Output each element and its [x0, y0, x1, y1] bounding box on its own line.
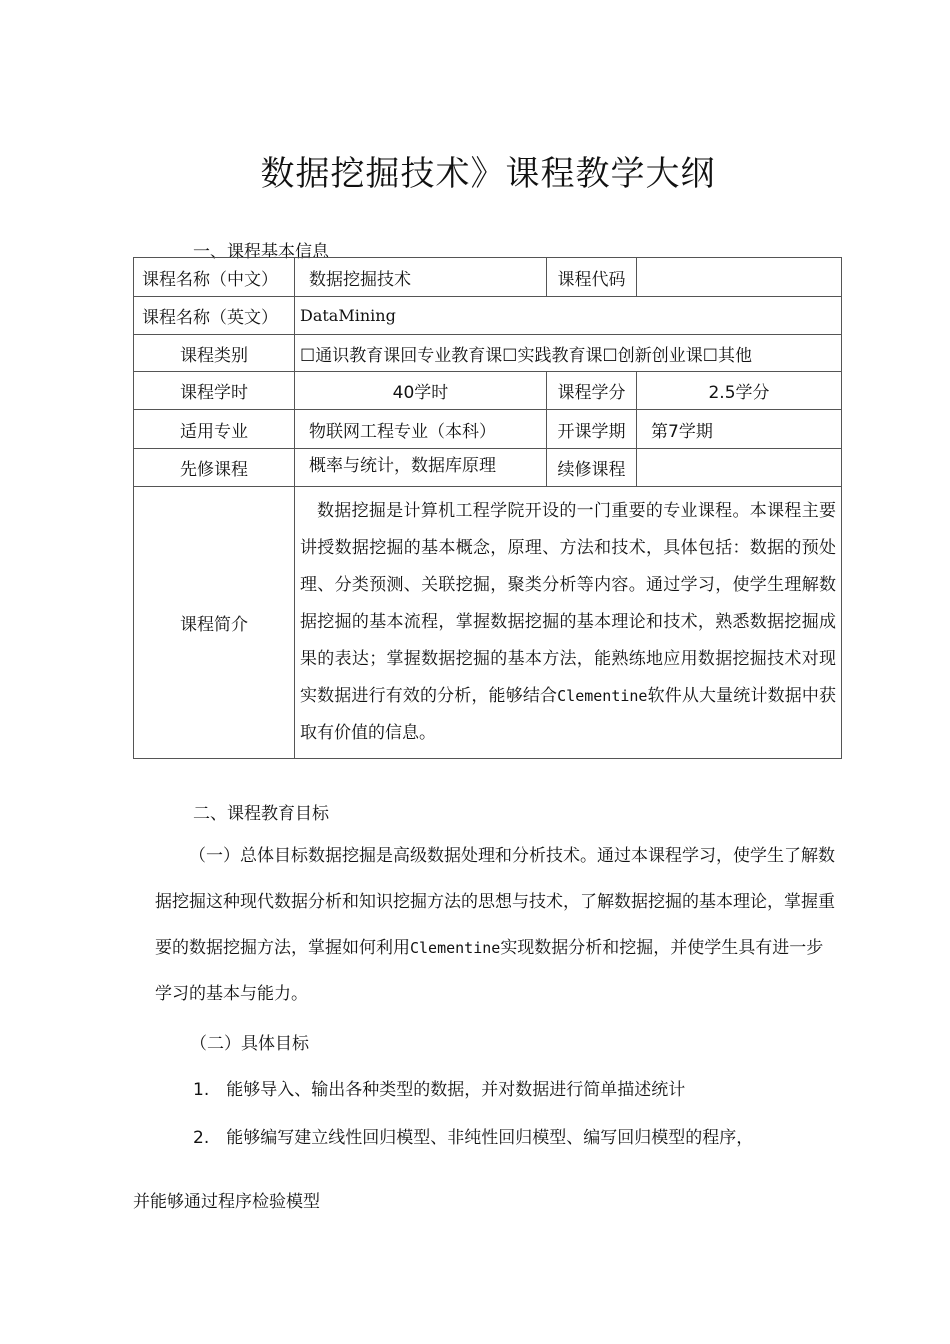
value-course-name-cn: 数据挖掘技术 — [295, 258, 547, 297]
overall-objective-software: Clementine — [410, 939, 501, 957]
table-row — [134, 372, 842, 410]
table-row — [134, 410, 842, 449]
value-course-name-en: DataMining — [295, 297, 842, 335]
label-course-code: 课程代码 — [547, 258, 637, 297]
intro-text-b: 软件从大量统计数据中获取有价值的信息。 — [300, 686, 837, 743]
overall-objective-text-a: （一）总体目标数据挖掘是高级数据处理和分析技术。通过本课程学习，使学生了解数据挖掘这种现代数据分析和知识挖掘方法的思想与技术，了解数据挖掘的基本理论，掌握重要的数据挖掘方法，掌握如何利用 — [155, 846, 835, 958]
overall-objective-paragraph — [155, 833, 835, 1017]
value-prerequisites: 概率与统计，数据库原理 — [295, 449, 547, 487]
label-course-credits: 课程学分 — [547, 372, 637, 410]
course-intro-text — [300, 487, 836, 758]
value-course-code — [637, 258, 842, 297]
objective-item-2: 2. 能够编写建立线性回归模型、非纯性回归模型、编写回归模型的程序， — [193, 1128, 754, 1148]
value-semester: 第7学期 — [637, 410, 842, 449]
table-row — [134, 297, 842, 335]
course-info-table — [133, 257, 842, 759]
objective-item-1: 1. 能够导入、输出各种类型的数据，并对数据进行简单描述统计 — [193, 1080, 686, 1100]
section-heading-objectives: 二、课程教育目标 — [193, 804, 329, 824]
section-heading-basic-info: 一、课程基本信息 — [193, 242, 329, 262]
intro-text-a: 数据挖掘是计算机工程学院开设的一门重要的专业课程。本课程主要讲授数据挖掘的基本概念，原理、方法和技术，具体包括：数据的预处理、分类预测、关联挖掘，聚类分析等内容。通过学习，使学生理解数据挖掘的基本流程，掌握数据挖掘的基本理论和技术，熟悉数据挖掘成果的表达；掌握数据挖掘的基本方法，能熟练地应用数据挖掘技术对现实数据进行有效的分析，能够结合 — [300, 501, 836, 706]
label-follow-up: 续修课程 — [547, 449, 637, 487]
label-course-hours: 课程学时 — [134, 372, 295, 410]
specific-objectives-heading: （二）具体目标 — [190, 1034, 309, 1054]
intro-software-name: Clementine — [557, 687, 648, 705]
table-row — [134, 449, 842, 487]
table-row — [134, 258, 842, 297]
label-course-name-en: 课程名称（英文） — [134, 297, 295, 335]
label-semester: 开课学期 — [547, 410, 637, 449]
page-title: 数据挖掘技术》课程教学大纲 — [260, 154, 716, 194]
value-course-hours: 40学时 — [295, 372, 547, 410]
value-major: 物联网工程专业（本科） — [295, 410, 547, 449]
objective-item-2-continued: 并能够通过程序检验模型 — [133, 1192, 320, 1212]
label-course-name-cn: 课程名称（中文） — [134, 258, 295, 297]
value-course-credits: 2.5学分 — [637, 372, 842, 410]
overall-objective-text-b: 实现数据分析和挖掘，并使学生具有进一步学习的基本与能力。 — [155, 938, 824, 1004]
value-course-category: ☐通识教育课回专业教育课☐实践教育课☐创新创业课☐其他 — [295, 335, 842, 372]
label-course-category: 课程类别 — [134, 335, 295, 372]
table-row — [134, 335, 842, 372]
label-prerequisites: 先修课程 — [134, 449, 295, 487]
label-major: 适用专业 — [134, 410, 295, 449]
table-row — [134, 487, 842, 759]
course-intro-cell — [295, 487, 842, 759]
value-follow-up — [637, 449, 842, 487]
label-course-intro: 课程简介 — [134, 487, 295, 759]
